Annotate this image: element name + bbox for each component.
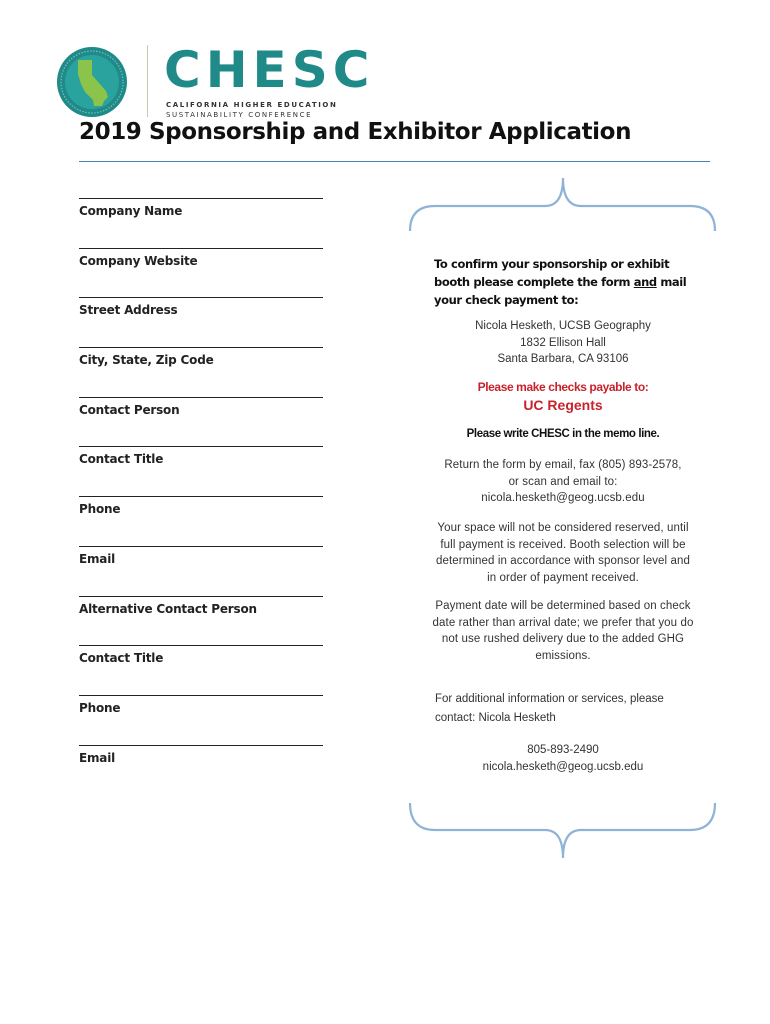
title-underline — [79, 161, 710, 162]
phone-field[interactable] — [79, 496, 323, 516]
alt-phone-field[interactable] — [79, 695, 323, 715]
field-label: Contact Person — [79, 403, 180, 417]
return-instructions — [432, 457, 694, 507]
blank-line[interactable] — [79, 397, 323, 398]
blank-line[interactable] — [79, 745, 323, 746]
blank-line[interactable] — [79, 546, 323, 547]
payment-date-note: Payment date will be determined based on check date rather than arrival date; we prefer that you do not use rushed delivery due to the added GHG emissions. — [432, 600, 694, 663]
alt-contact-title-field[interactable] — [79, 645, 323, 665]
field-label: Street Address — [79, 303, 178, 317]
more-info-text: For additional information or services, please contact: Nicola Hesketh — [435, 693, 664, 724]
logo-subtitle-line1: CALIFORNIA HIGHER EDUCATION — [166, 101, 338, 109]
blank-line[interactable] — [79, 198, 323, 199]
contact-details — [432, 742, 694, 776]
address-name: Nicola Hesketh, UCSB Geography — [475, 320, 651, 332]
field-label: City, State, Zip Code — [79, 353, 214, 367]
chesc-wordmark: CHESC — [164, 41, 375, 99]
mailing-address — [432, 318, 694, 368]
contact-person-field[interactable] — [79, 397, 323, 417]
confirm-instructions — [434, 255, 694, 309]
field-label: Email — [79, 552, 116, 566]
confirm-text-1: To confirm your sponsorship or exhibit booth please complete the form — [434, 257, 670, 289]
memo-instruction: Please write CHESC in the memo line. — [466, 428, 660, 440]
confirm-text-and: and — [633, 275, 657, 289]
page-title: 2019 Sponsorship and Exhibitor Application — [79, 119, 632, 145]
contact-title-field[interactable] — [79, 446, 323, 466]
blank-line[interactable] — [79, 248, 323, 249]
blank-line[interactable] — [79, 347, 323, 348]
alternative-contact-person-field[interactable] — [79, 596, 323, 616]
return-line2: or scan and email to: — [508, 475, 618, 488]
return-line1: Return the form by email, fax (805) 893-2578, — [444, 459, 682, 471]
blank-line[interactable] — [79, 496, 323, 497]
bottom-curly-brace — [405, 800, 723, 862]
logo-divider — [147, 45, 148, 117]
blank-line[interactable] — [79, 645, 323, 646]
confirm-text-2: mail your check payment to: — [434, 275, 687, 307]
field-label: Phone — [79, 502, 121, 516]
blank-line[interactable] — [79, 596, 323, 597]
logo-subtitle-line2: SUSTAINABILITY CONFERENCE — [166, 111, 313, 119]
company-website-field[interactable] — [79, 248, 323, 268]
company-name-field[interactable] — [79, 198, 323, 218]
chesc-seal-logo — [56, 46, 128, 118]
field-label: Company Website — [79, 254, 198, 268]
address-line2: Santa Barbara, CA 93106 — [497, 353, 629, 365]
city-state-zip-field[interactable] — [79, 347, 323, 367]
top-curly-brace — [405, 176, 723, 236]
alt-email-field[interactable] — [79, 745, 323, 765]
contact-phone[interactable]: 805-893-2490 — [527, 744, 599, 756]
space-reserved-note: Your space will not be considered reserved, until full payment is received. Booth selection will be determined in accordance with sponsor level and in order of payment received. — [435, 522, 690, 585]
blank-line[interactable] — [79, 446, 323, 447]
email-field[interactable] — [79, 546, 323, 566]
address-line1: 1832 Ellison Hall — [520, 336, 606, 349]
field-label: Contact Title — [79, 452, 164, 466]
return-email-link[interactable]: nicola.hesketh@geog.ucsb.edu — [481, 492, 645, 505]
blank-line[interactable] — [79, 695, 323, 696]
payee-name: UC Regents — [523, 397, 603, 413]
contact-email-link[interactable]: nicola.hesketh@geog.ucsb.edu — [482, 761, 644, 773]
field-label: Alternative Contact Person — [79, 602, 257, 616]
field-label: Phone — [79, 701, 121, 715]
field-label: Company Name — [79, 204, 183, 218]
checks-payable-label: Please make checks payable to: — [477, 380, 649, 394]
field-label: Email — [79, 751, 116, 765]
blank-line[interactable] — [79, 297, 323, 298]
street-address-field[interactable] — [79, 297, 323, 317]
field-label: Contact Title — [79, 651, 164, 665]
